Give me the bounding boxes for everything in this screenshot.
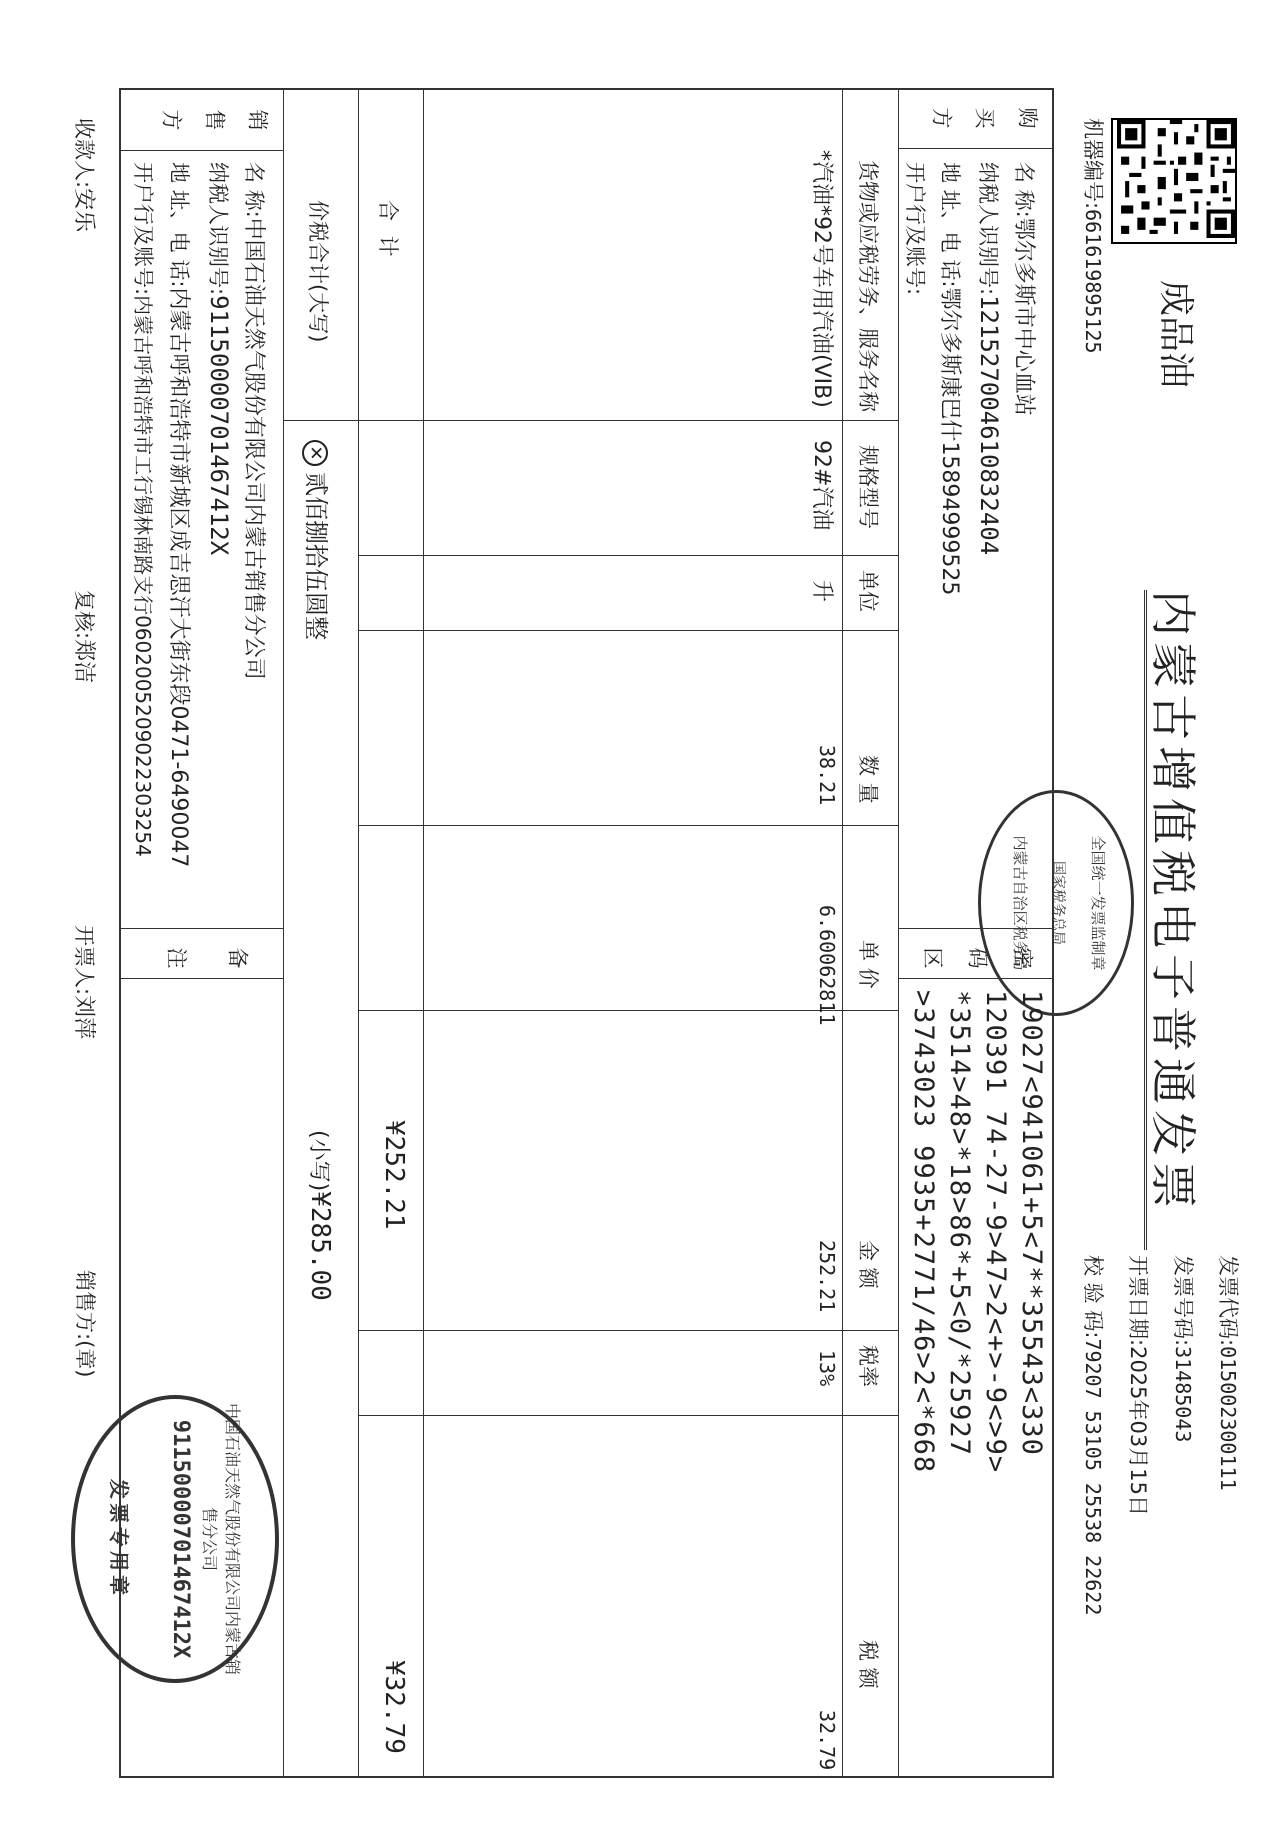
vline-col-tax [359,1415,899,1416]
item-spec: 92#汽油 [809,440,834,531]
seller-bank-row [129,162,159,857]
cipher-line-3: *3514>48>*18>86*+5<0/*25927 [944,990,975,1456]
reviewer-row [70,590,101,683]
remarks-label: 备注 [127,945,249,969]
check-code-row [1079,1255,1109,1615]
seller-bank-label: 开户行及账号: [131,162,155,296]
col-header-rate: 税率 [856,1345,880,1387]
payee: 安乐 [71,188,96,233]
issuer: 刘萍 [71,995,96,1040]
item-tax: 32.79 [815,1710,839,1771]
reviewer: 郑洁 [71,639,96,684]
seller-address-label: 地 址、电 话: [167,162,191,288]
invoice-title: 内蒙古增值税电子普通发票 [1146,590,1200,1214]
buyer-name: 鄂尔多斯市中心血站 [1011,217,1036,416]
buyer-taxid-label: 纳税人识别号: [976,162,1000,296]
seller-address-row [165,162,196,867]
machine-no: 661619895125 [1081,209,1105,354]
line-buyer-bottom [898,88,899,1778]
item-price: 6.60062811 [815,905,839,1026]
machine-no-row [1079,118,1109,354]
grand-total-small-row [305,1130,336,1301]
line-totals-bottom [358,88,359,1778]
col-header-spec: 规格型号 [856,445,880,529]
qr-code [1111,118,1237,244]
buyer-name-row [1010,162,1041,416]
cipher-line-4: >3743023 9935+2771/46>2<*668 [908,990,939,1474]
grand-total-upper-row [301,440,336,640]
vline-col-unit [359,555,899,556]
grand-total-small: ¥285.00 [305,1191,335,1301]
buyer-name-label: 名 称: [1012,162,1036,218]
col-header-price: 单 价 [856,940,880,989]
seller-stamp-id: 91150000701467412X [168,1419,193,1659]
totals-amount: ¥252.21 [379,1120,409,1230]
grand-total-label: 价税合计(大写) [306,200,330,343]
tax-stamp-bottom: 内蒙古自治区税务局 [1011,835,1029,971]
buyer-taxid-row [974,162,1004,555]
invoice-code: 015002300111 [1216,1346,1240,1491]
buyer-side-label: 购买方 [910,105,1039,129]
vline-col-spec [359,420,899,421]
product-type: 成品油 [1155,280,1196,389]
cipher-label: 密码区 [899,945,1034,969]
issuer-row [70,925,101,1039]
qr-code-icon [1117,120,1235,238]
col-header-name: 货物或应税劳务、服务名称 [856,160,880,412]
invoice-date-label: 开票日期: [1126,1255,1150,1347]
buyer-address-label: 地 址、电 话: [938,162,962,288]
vline-col-price [359,825,899,826]
vline-grand-label [284,420,359,421]
vline-col-qty [359,630,899,631]
check-code-label: 校 验 码: [1081,1255,1105,1339]
buyer-taxid: 12152700461083240​4 [975,295,1003,556]
seller-name-label: 名 称: [242,162,266,218]
invoice-code-row [1214,1255,1244,1491]
seller-stamp-top: 中国石油天然气股份有限公司内蒙古销售分公司 [200,1402,242,1675]
vline-remarks-inner [119,978,284,979]
seller-invoice-stamp [71,1395,279,1683]
line-grand-bottom [283,88,284,1778]
buyer-bank-row [901,162,931,295]
invoice-no-label: 发票号码: [1171,1255,1195,1347]
machine-no-label: 机器编号: [1081,118,1105,210]
tax-stamp-mid: 国家税务总局 [1050,861,1066,945]
seller-name-row [240,162,271,680]
buyer-bank-label: 开户行及账号: [903,162,927,296]
col-header-amount: 金 额 [856,1240,880,1289]
cross-circle-icon: ✕ [302,440,328,466]
vline-col-rate [359,1330,899,1331]
check-code: 79207 53105 25538 22622 [1081,1338,1105,1616]
invoice-date-row [1124,1255,1154,1516]
line-items-bottom [423,88,424,1778]
issuer-label: 开票人: [72,925,96,996]
seller-bank: 内蒙古呼和浩特市工行锡林南路支行0602005209022303254 [131,295,155,857]
vline-seller-side [119,150,284,151]
seller-taxid: 91150000701467412X [205,295,233,556]
vline-remarks-left [119,928,284,929]
col-header-unit: 单位 [856,570,880,612]
totals-tax: ¥32.79 [379,1660,409,1754]
item-unit: 升 [809,580,834,603]
seller-taxid-label: 纳税人识别号: [206,162,230,296]
reviewer-label: 复核: [72,590,96,640]
payee-row [70,118,101,232]
item-name: *汽油*92号车用汽油(VIB) [809,150,834,408]
invoice-code-label: 发票代码: [1216,1255,1240,1347]
payee-label: 收款人: [72,118,96,189]
grand-total-upper: 贰佰捌拾伍圆整 [302,472,330,640]
col-header-qty: 数 量 [856,755,880,804]
title-underline [1144,590,1147,1250]
seller-name: 中国石油天然气股份有限公司内蒙古销售分公司 [241,217,266,680]
vline-buyer-side [899,148,1054,149]
seller-taxid-row [204,162,234,555]
seller-address: 内蒙古呼和浩特市新城区成吉思汗大街东段0471-6490047 [166,287,191,868]
invoice-date: 2025年03月15日 [1126,1346,1150,1516]
item-amount: 252.21 [815,1240,839,1313]
tax-stamp-top: 全国统一发票监制章 [1089,835,1107,971]
item-rate: 13% [815,1350,839,1387]
invoice-no: 31485043 [1171,1346,1195,1443]
buyer-address-row [936,162,967,595]
col-header-tax: 税 额 [856,1640,880,1689]
item-qty: 38.21 [815,745,839,806]
seller-side-label: 销售方 [140,107,269,131]
line-items-header [842,88,843,1778]
invoice-no-row [1169,1255,1199,1442]
buyer-address: 鄂尔多斯康巴什15894999525 [937,287,962,596]
seller-seal-label: 销售方:(章) [73,1270,97,1378]
vline-cipher-left [899,928,1054,929]
seller-stamp-bottom: 发票专用章 [107,1479,131,1599]
cipher-line-1: 19027<941061+5<7**35543<330 [1016,990,1047,1456]
cipher-line-2: 120391 74-27-9>47>2<+>-9<>9> [980,990,1011,1474]
totals-label: 合 计 [376,200,400,261]
vline-cipher-inner [899,978,1054,979]
grand-total-small-label: (小写) [306,1130,331,1192]
